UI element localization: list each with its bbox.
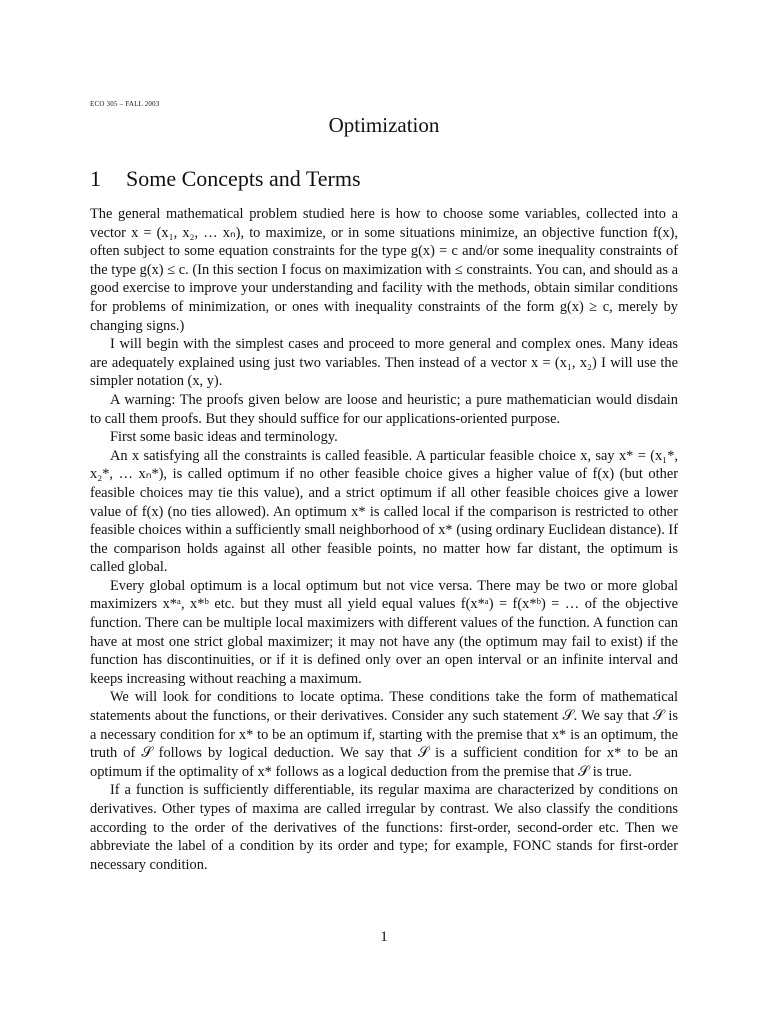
section-title: Some Concepts and Terms — [126, 166, 361, 191]
paragraph: An x satisfying all the constraints is called feasible. A particular feasible choice x, say x* = (x₁*, x₂*, … xₙ*), is called optimum if no other feasible choice gives a higher value of f(x) (but other feasible choices may tie this value), and a strict optimum if all other feasible choices give a lower value of f(x) (no ties allowed). An optimum x* is called local if the comparison is restricted to other feasible choices within a sufficiently small neighborhood of x* (using ordinary Euclidean distance). If the comparison holds against all other feasible points, no matter how far distant, the optimum is called global. — [90, 447, 678, 576]
page-number: 1 — [380, 929, 388, 945]
paragraph: A warning: The proofs given below are loose and heuristic; a pure mathematician would disdain to call them proofs. But they should suffice for our applications-oriented purpose. — [90, 391, 678, 427]
paragraph: First some basic ideas and terminology. — [110, 429, 338, 446]
page-title: Optimization — [328, 113, 440, 137]
paragraph: We will look for conditions to locate optima. These conditions take the form of mathematical statements about the functions, or their derivatives. Consider any such statement 𝒮. We say that 𝒮 is a necessary condition for x* to be an optimum if, starting with the premise that x* is an optimum, the truth of 𝒮 follows by logical deduction. We say that 𝒮 is a sufficient condition for x* to be an optimum if the optimality of x* follows as a logical deduction from the premise that 𝒮 is true. — [90, 689, 678, 780]
running-header: ECO 305 – FALL 2003 — [90, 100, 160, 108]
paragraph: If a function is sufficiently differentiable, its regular maxima are characterized by conditions on derivatives. Other types of maxima are called irregular by contrast. We also classify the conditions according to the order of the derivatives of the functions: first-order, second-order etc. Then we abbreviate the label of a condition by its order and type; for example, FONC stands for first-order necessary condition. — [90, 782, 678, 873]
paragraph: Every global optimum is a local optimum but not vice versa. There may be two or more global maximizers x*ᵃ, x*ᵇ etc. but they must all yield equal values f(x*ᵃ) = f(x*ᵇ) = … of the objective function. There can be multiple local maximizers with different values of the function. A function can have at most one strict global maximizer; it may not have any (the optimum may fail to exist) if the function has discontinuities, or if it is defined only over an open interval or an infinite interval and keeps increasing without reaching a maximum. — [90, 577, 678, 687]
paragraph: The general mathematical problem studied here is how to choose some variables, collected into a vector x = (x₁, x₂, … xₙ), to maximize, or in some situations minimize, an objective function f(x), often subject to some equation constraints for the type g(x) = c and/or some inequality constraints of the type g(x) ≤ c. (In this section I focus on maximization with ≤ constraints. You can, and should as a good exercise to improve your understanding and facility with the methods, obtain similar conditions for problems of minimization, or ones with inequality constraints of the form g(x) ≥ c, merely by changing signs.) — [90, 206, 678, 334]
paragraph: I will begin with the simplest cases and proceed to more general and complex ones. Many ideas are adequately explained using just two variables. Then instead of a vector x = (x₁, x₂) I will use the simpler notation (x, y). — [90, 336, 678, 390]
body-text — [90, 205, 678, 874]
section-heading — [90, 166, 361, 192]
section-number: 1 — [90, 166, 101, 191]
